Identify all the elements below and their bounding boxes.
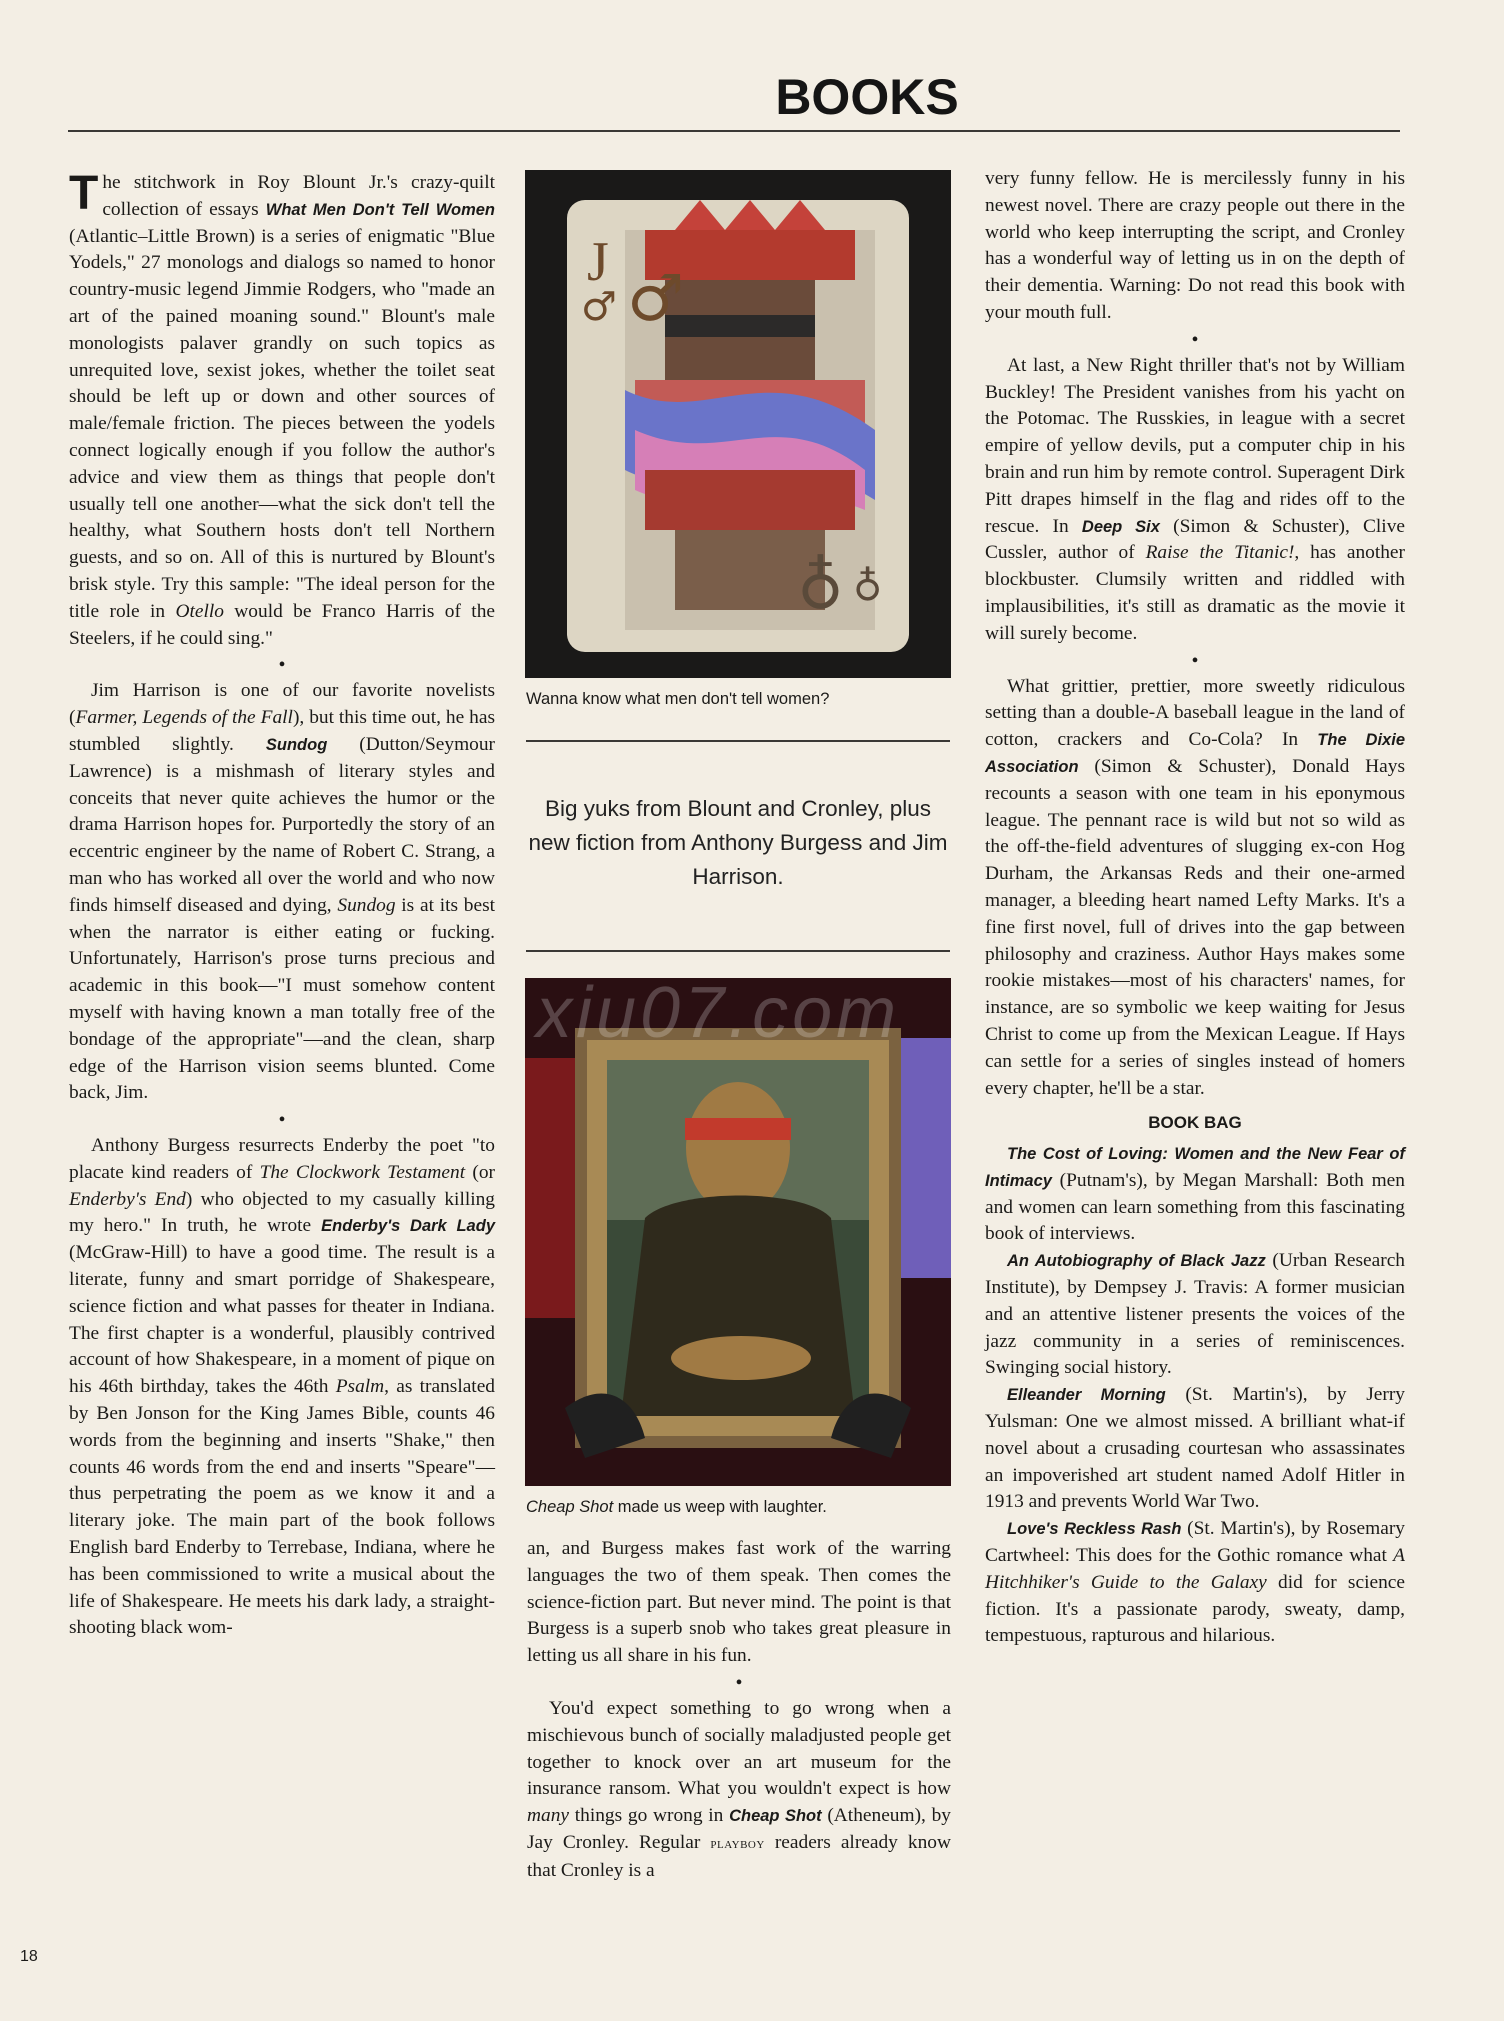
header-rule — [68, 130, 1400, 132]
watermark: xiu07.com — [536, 973, 901, 1053]
mona-lisa-illustration — [525, 978, 951, 1486]
bookbag-item: An Autobiography of Black Jazz (Urban Research Institute), by Dempsey J. Travis: A former musician and an attentive listener presents the voices of the jazz community in a series of reminiscences. Swinging social history. — [985, 1250, 1405, 1379]
pull-quote-rule-top — [526, 740, 950, 742]
svg-text:♂: ♂ — [581, 284, 617, 330]
svg-text:J: J — [587, 231, 609, 293]
section-bullet: • — [1191, 328, 1199, 351]
book-title-what-men: What Men Don't Tell Women — [265, 200, 495, 219]
book-title-enderby: Enderby's Dark Lady — [321, 1217, 495, 1236]
bookbag-item: Love's Reckless Rash (St. Martin's), by Rosemary Cartwheel: This does for the Gothic romance what A Hitchhiker's Guide to the Galaxy did for science fiction. It's a passionate parody, sweaty, damp, tempestuous, rapturous and hilarious. — [985, 1518, 1405, 1647]
review-harrison: Jim Harrison is one of our favorite novelists (Farmer, Legends of the Fall), but this time out, he has stumbled slightly. Sundog (Dutton/Seymour Lawrence) is a mishmash of literary styles and conceits that never quite achieves the humor or the drama Harrison hopes for. Purportedly the story of an eccentric engineer by the name of Robert C. Strang, a man who has worked all over the world and who now finds himself diseased and dying, Sundog is at its best when the narrator is either eating or fucking. Unfortunately, Harrison's prose turns precious and academic in this book—"I must somehow content myself with having known a man totally free of the bondage of the appropriate"—and the clean, sharp edge of the Harrison vision seems blunted. Come back, Jim. — [69, 680, 496, 1104]
book-title-cheap-shot: Cheap Shot — [729, 1807, 822, 1826]
review-hays: What grittier, prettier, more sweetly ridiculous setting than a double-A baseball league in the land of cotton, crackers and Co-Cola? In The Dixie Association (Simon & Schuster), Donald Hays recounts a season with one team in his eponymous league. The pennant race is wild but not so wild as the off-the-field adventures of slugging ex-con Hog Durham, the Arkansas Reds and their one-armed manager, a bleeding heart named Lefty Marks. It's a fine first novel, full of drives into the gap between philosophy and craziness. Author Hays makes some rookie mistakes—most of his characters' names, for instance, are so symbolic we keep waiting for Jesus Christ to come up from the Mexican League. If Hays can settle for a series of singles instead of homers every chapter, he'll be a star. — [985, 675, 1405, 1099]
review-burgess-continued: an, and Burgess makes fast work of the warring languages the two of them speak. Then comes the science-fiction part. But never mind. The point is that Burgess is a superb snob who takes great pleasure in letting us all share in his fun. — [527, 1538, 951, 1667]
mona-caption: Cheap Shot made us weep with laughter. — [526, 1498, 827, 1516]
book-bag-heading: BOOK BAG — [1148, 1113, 1242, 1133]
magazine-name: playboy — [710, 1834, 765, 1852]
column-1 — [69, 167, 496, 1642]
bookbag-item: The Cost of Loving: Women and the New Fear of Intimacy (Putnam's), by Megan Marshall: Both men and women can learn something from this fascinating book of interviews. — [985, 1145, 1405, 1245]
svg-text:♁: ♁ — [853, 564, 883, 610]
column-3 — [985, 166, 1405, 1650]
bookbag-item: Elleander Morning (St. Martin's), by Jerry Yulsman: One we almost missed. A brilliant what-if novel about a crusading courtesan who assassinates an impoverished art student named Adolf Hitler in 1913 and prevents World War Two. — [985, 1384, 1405, 1513]
review-cronley-continued: very funny fellow. He is mercilessly funny in his newest novel. There are crazy people out there in the world who keep interrupting the script, and Cronley has a wonderful way of letting us in on the depth of their dementia. Warning: Do not read this book with your mouth full. — [985, 168, 1405, 323]
drop-cap: T — [69, 167, 99, 220]
page-number: 18 — [20, 1948, 38, 1965]
column-2 — [527, 1536, 951, 1885]
playing-card-illustration — [525, 170, 951, 678]
review-burgess: Anthony Burgess resurrects Enderby the poet "to placate kind readers of The Clockwork Testament (or Enderby's End) who objected to my casually killing my hero." In truth, he wrote Enderby's Dark Lady (McGraw-Hill) to have a good time. The result is a literate, funny and smart porridge of Shakespeare, science fiction and what passes for theater in Indiana. The first chapter is a wonderful, plausibly contrived account of how Shakespeare, in a moment of pique on his 46th birthday, takes the 46th Psalm, as translated by Ben Jonson for the King James Bible, counts 46 words from the beginning and inserts "Shake," then counts 46 words from the end and inserts "Speare"—thus perpetrating the poem as we know it and a literary joke. The main part of the book follows English bard Enderby to Terrebase, Indiana, where he has been commissioned to write a musical about the life of Shakespeare. He meets his dark lady, a straight-shooting black wom- — [69, 1135, 496, 1639]
section-bullet: • — [278, 654, 286, 677]
svg-text:♂: ♂ — [627, 262, 685, 336]
review-cussler: At last, a New Right thriller that's not by William Buckley! The President vanishes from his yacht on the Potomac. The Russkies, in league with a secret empire of yellow devils, put a computer chip in his brain and run him by remote control. Superagent Dirk Pitt drapes himself in the flag and rides off to the rescue. In Deep Six (Simon & Schuster), Clive Cussler, author of Raise the Titanic!, has another blockbuster. Clumsily written and riddled with implausibilities, it's still as dramatic as the movie it will surely become. — [985, 354, 1405, 644]
review-cronley: You'd expect something to go wrong when a mischievous bunch of socially maladjusted people get together to knock over an art museum for the insurance ransom. What you wouldn't expect is how many things go wrong in Cheap Shot (Atheneum), by Jay Cronley. Regular playboy readers already know that Cronley is a — [527, 1697, 951, 1881]
section-title: BOOKS — [775, 69, 959, 125]
section-bullet: • — [278, 1109, 286, 1132]
book-title-dixie-association: The Dixie Association — [985, 731, 1405, 776]
book-title-deep-six: Deep Six — [1081, 517, 1160, 536]
pull-quote-rule-bottom — [526, 950, 950, 952]
section-bullet: • — [735, 1671, 743, 1694]
card-caption: Wanna know what men don't tell women? — [526, 690, 830, 708]
jack-card-icon — [525, 170, 951, 678]
blindfolded-mona-lisa-icon — [525, 978, 951, 1486]
svg-text:♁: ♁ — [797, 550, 844, 624]
review-blount: The stitchwork in Roy Blount Jr.'s crazy-quilt collection of essays What Men Don't Tell Women (Atlantic–Little Brown) is a series of enigmatic "Blue Yodels," 27 monologs and dialogs so named to honor country-music legend Jimmie Rodgers, who "made an art of the pained moaning sound." Blount's male monologists palaver grandly on such topics as unrequited love, sexist jokes, whether the toilet seat should be left up or down and other sources of male/female friction. The pieces between the yodels connect logically enough if you follow the author's advice and view them as things that people don't usually tell one another—what the sick don't tell the healthy, what Southern hosts don't tell Northern guests, and so on. All of this is nurtured by Blount's brisk style. Try this sample: "The ideal person for the title role in Otello would be Franco Harris of the Steelers, if he could sing." — [69, 167, 495, 649]
book-title-sundog: Sundog — [265, 735, 328, 754]
section-bullet: • — [1191, 649, 1199, 672]
pull-quote: Big yuks from Blount and Cronley, plus new fiction from Anthony Burgess and Jim Harrison. — [528, 796, 948, 889]
